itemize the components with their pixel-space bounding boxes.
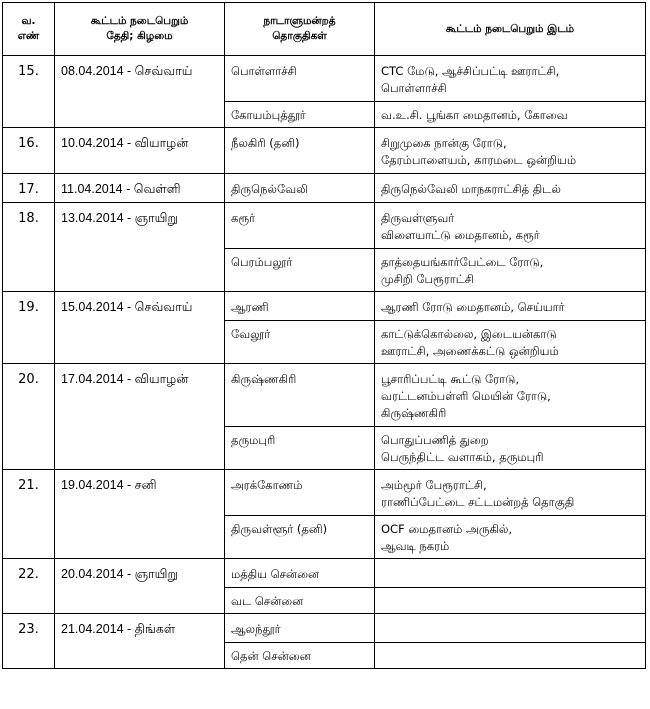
constituency-cell: கோயம்புத்தூர் (225, 102, 375, 128)
venue-cell (375, 203, 646, 249)
venue-line: வரட்டனம்பள்ளி மெயின் ரோடு, (381, 389, 551, 403)
constituency-cell: கிருஷ்ணகிரி (225, 364, 375, 427)
venue-line: திருநெல்வேலி மாநகராட்சித் திடல் (381, 182, 561, 196)
constituency-cell: தென் சென்னை (225, 643, 375, 669)
constituency-cell: ஆரணி (225, 292, 375, 321)
venue-cell (375, 292, 646, 321)
constituency-cell: பெரம்பலூர் (225, 249, 375, 292)
venue-line: பூசாரிப்பட்டி கூட்டு ரோடு, (381, 372, 520, 386)
venue-line: முசிறி பேரூராட்சி (381, 272, 474, 286)
serial-number-cell: 21. (3, 470, 55, 559)
date-day-cell: 20.04.2014 - ஞாயிறு (55, 559, 225, 614)
venue-line: ராணிப்பேட்டை சட்டமன்றத் தொகுதி (381, 495, 575, 509)
constituency-cell: வேலூர் (225, 321, 375, 364)
constituency-cell: கரூர் (225, 203, 375, 249)
venue-cell (375, 559, 646, 588)
table-row (3, 470, 646, 516)
header-constituencies (225, 3, 375, 56)
serial-number-cell: 20. (3, 364, 55, 470)
venue-cell (375, 128, 646, 174)
venue-line: ஆரணி ரோடு மைதானம், செய்யார் (381, 300, 565, 314)
table-row (3, 614, 646, 643)
table-row (3, 174, 646, 203)
venue-line: பொதுப்பணித் துறை (381, 433, 489, 447)
constituency-cell: பொள்ளாச்சி (225, 56, 375, 102)
venue-cell (375, 643, 646, 669)
date-day-cell: 21.04.2014 - திங்கள் (55, 614, 225, 669)
venue-cell (375, 427, 646, 470)
date-day-cell: 15.04.2014 - செவ்வாய் (55, 292, 225, 364)
venue-line: கிருஷ்ணகிரி (381, 406, 447, 420)
serial-number-cell: 16. (3, 128, 55, 174)
venue-line: திருவள்ளுவர் (381, 211, 455, 225)
header-serial-number (3, 3, 55, 56)
table-row (3, 292, 646, 321)
venue-cell (375, 321, 646, 364)
table-row (3, 56, 646, 102)
venue-line: தேரம்பாளையம், காரமடை ஒன்றியம் (381, 153, 577, 167)
header-line: வ. (21, 15, 36, 27)
header-line: நாடாளுமன்றத் (263, 15, 336, 27)
constituency-cell: திருநெல்வேலி (225, 174, 375, 203)
date-day-cell: 10.04.2014 - வியாழன் (55, 128, 225, 174)
venue-line: காட்டுக்கொல்லை, இடையன்காடு (381, 327, 557, 341)
header-date-day (55, 3, 225, 56)
table-row (3, 128, 646, 174)
date-day-cell: 11.04.2014 - வெள்ளி (55, 174, 225, 203)
header-line: தேதி; கிழமை (106, 30, 173, 42)
venue-cell (375, 56, 646, 102)
venue-line: பெருந்திட்ட வளாகம், தருமபுரி (381, 450, 544, 464)
table-header (3, 3, 646, 56)
venue-cell (375, 249, 646, 292)
schedule-table (2, 2, 646, 669)
venue-cell (375, 174, 646, 203)
venue-line: CTC மேடு, ஆச்சிப்பட்டி ஊராட்சி, (381, 64, 560, 78)
venue-cell (375, 470, 646, 516)
date-day-cell: 19.04.2014 - சனி (55, 470, 225, 559)
date-day-cell: 08.04.2014 - செவ்வாய் (55, 56, 225, 128)
serial-number-cell: 15. (3, 56, 55, 128)
serial-number-cell: 19. (3, 292, 55, 364)
venue-cell (375, 614, 646, 643)
constituency-cell: நீலகிரி (தனி) (225, 128, 375, 174)
serial-number-cell: 18. (3, 203, 55, 292)
constituency-cell: அரக்கோணம் (225, 470, 375, 516)
table-row (3, 364, 646, 427)
venue-cell (375, 102, 646, 128)
table-row (3, 559, 646, 588)
table-body (3, 56, 646, 669)
header-line: கூட்டம் நடைபெறும் (90, 15, 189, 27)
venue-line: சிறுமுகை நான்கு ரோடு, (381, 136, 507, 150)
venue-line: விளையாட்டு மைதானம், கரூர் (381, 228, 540, 242)
venue-cell (375, 588, 646, 614)
venue-line: வ.உ.சி. பூங்கா மைதானம், கோவை (381, 108, 568, 122)
date-day-cell: 13.04.2014 - ஞாயிறு (55, 203, 225, 292)
header-line: தொகுதிகள் (272, 30, 327, 42)
header-line: எண் (17, 30, 40, 42)
header-row (3, 3, 646, 56)
venue-line: பொள்ளாச்சி (381, 81, 447, 95)
serial-number-cell: 17. (3, 174, 55, 203)
serial-number-cell: 23. (3, 614, 55, 669)
constituency-cell: ஆலந்தூர் (225, 614, 375, 643)
table-row (3, 203, 646, 249)
date-day-cell: 17.04.2014 - வியாழன் (55, 364, 225, 470)
header-line: கூட்டம் நடைபெறும் இடம் (445, 22, 575, 35)
serial-number-cell: 22. (3, 559, 55, 614)
constituency-cell: வட சென்னை (225, 588, 375, 614)
venue-cell (375, 516, 646, 559)
header-venue (375, 3, 646, 56)
venue-cell (375, 364, 646, 427)
venue-line: ஊராட்சி, அணைக்கட்டு ஒன்றியம் (381, 344, 559, 358)
constituency-cell: திருவள்ளூர் (தனி) (225, 516, 375, 559)
venue-line: ஆவடி நகரம் (381, 539, 450, 553)
constituency-cell: தருமபுரி (225, 427, 375, 470)
venue-line: அம்மூர் பேரூராட்சி, (381, 478, 487, 492)
constituency-cell: மத்திய சென்னை (225, 559, 375, 588)
venue-line: தாத்தையங்கார்பேட்டை ரோடு, (381, 255, 544, 269)
venue-line: OCF மைதானம் அருகில், (381, 522, 513, 536)
